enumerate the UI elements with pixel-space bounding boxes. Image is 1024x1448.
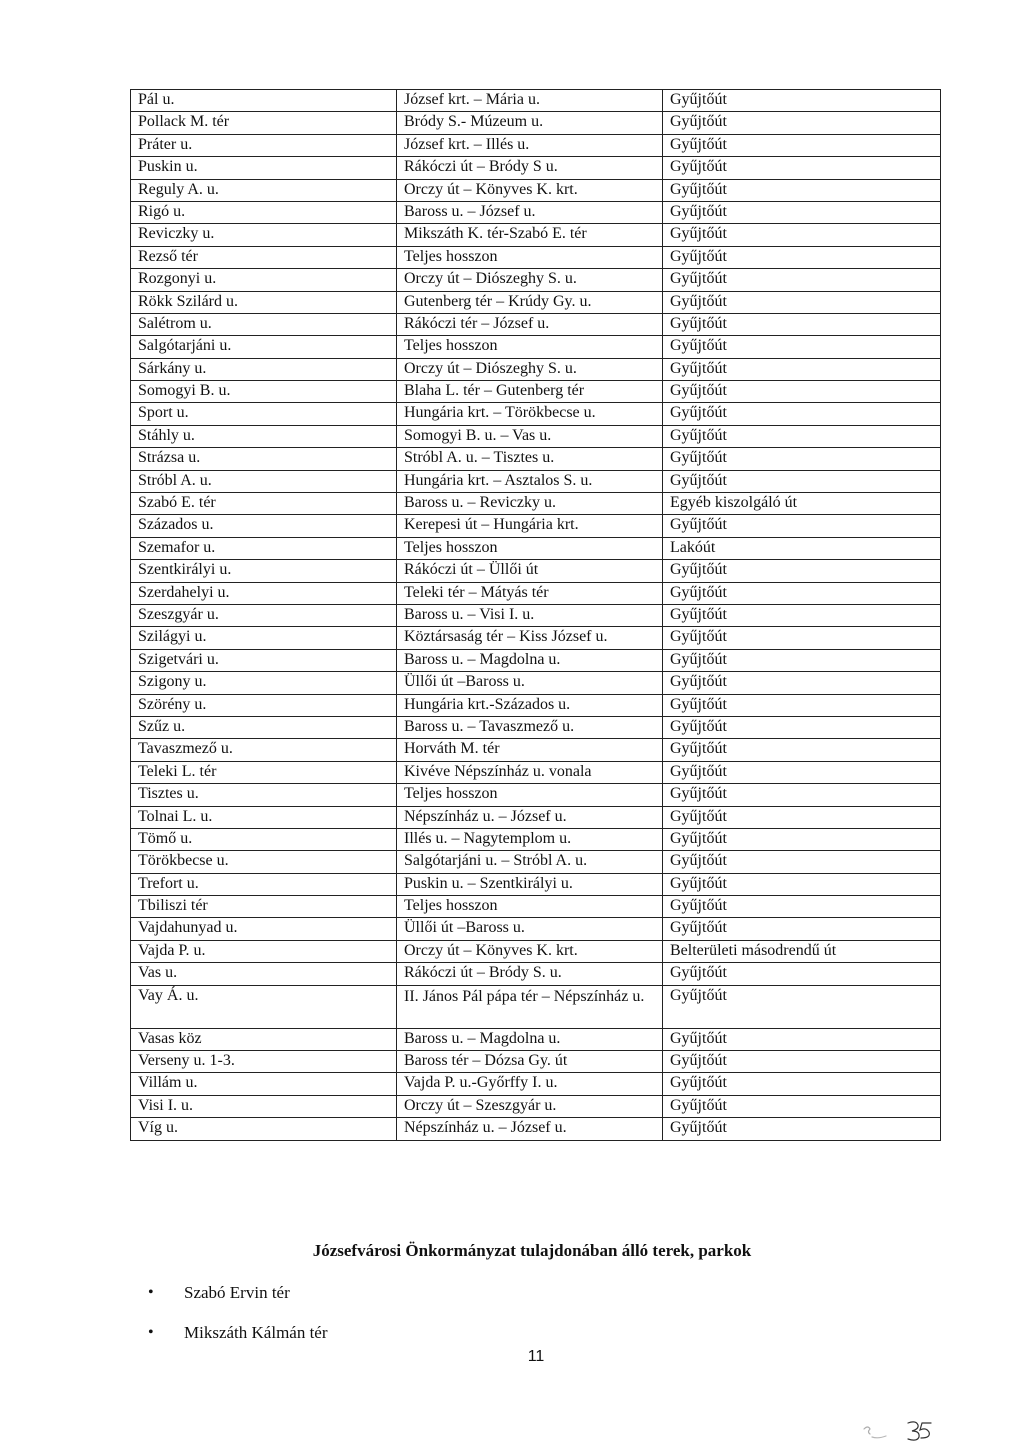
section-cell: Hungária krt. – Törökbecse u. xyxy=(397,403,663,425)
street-name-cell: Salétrom u. xyxy=(131,313,397,335)
street-classification-table xyxy=(130,89,941,1141)
road-type-cell: Gyűjtőút xyxy=(663,1095,941,1117)
street-name-cell: Szeszgyár u. xyxy=(131,604,397,626)
street-name-cell: Szerdahelyi u. xyxy=(131,582,397,604)
road-type-cell: Gyűjtőút xyxy=(663,179,941,201)
street-name-cell: Szabó E. tér xyxy=(131,493,397,515)
section-cell: Mikszáth K. tér-Szabó E. tér xyxy=(397,224,663,246)
section-cell: Gutenberg tér – Krúdy Gy. u. xyxy=(397,291,663,313)
road-type-cell: Gyűjtőút xyxy=(663,873,941,895)
table-row xyxy=(131,134,941,156)
street-name-cell: Rozgonyi u. xyxy=(131,269,397,291)
street-name-cell: Vasas köz xyxy=(131,1028,397,1050)
section-cell: Baross u. – József u. xyxy=(397,201,663,223)
road-type-cell: Gyűjtőút xyxy=(663,1118,941,1140)
section-cell: Teljes hosszon xyxy=(397,537,663,559)
table-row xyxy=(131,291,941,313)
road-type-cell: Gyűjtőút xyxy=(663,806,941,828)
street-name-cell: Rökk Szilárd u. xyxy=(131,291,397,313)
table-row xyxy=(131,806,941,828)
section-cell: Rákóczi út – Bródy S u. xyxy=(397,157,663,179)
table-row xyxy=(131,313,941,335)
section-cell: Teljes hosszon xyxy=(397,784,663,806)
road-type-cell: Gyűjtőút xyxy=(663,515,941,537)
table-row xyxy=(131,269,941,291)
table-row xyxy=(131,940,941,962)
street-name-cell: Víg u. xyxy=(131,1118,397,1140)
park-name: Mikszáth Kálmán tér xyxy=(184,1323,328,1342)
section-cell: Üllői út –Baross u. xyxy=(397,672,663,694)
street-name-cell: Szemafor u. xyxy=(131,537,397,559)
table-row xyxy=(131,761,941,783)
street-name-cell: Verseny u. 1-3. xyxy=(131,1051,397,1073)
section-cell: Köztársaság tér – Kiss József u. xyxy=(397,627,663,649)
section-cell: Stróbl A. u. – Tisztes u. xyxy=(397,448,663,470)
table-row xyxy=(131,649,941,671)
street-name-cell: Vay Á. u. xyxy=(131,985,397,1028)
road-type-cell: Gyűjtőút xyxy=(663,739,941,761)
street-name-cell: Reguly A. u. xyxy=(131,179,397,201)
section-cell: Baross u. – Reviczky u. xyxy=(397,493,663,515)
section-cell: Orczy út – Könyves K. krt. xyxy=(397,940,663,962)
bullet-icon: • xyxy=(148,1324,154,1341)
street-name-cell: Törökbecse u. xyxy=(131,851,397,873)
section-cell: Blaha L. tér – Gutenberg tér xyxy=(397,381,663,403)
road-type-cell: Gyűjtőút xyxy=(663,381,941,403)
road-type-cell: Gyűjtőút xyxy=(663,313,941,335)
street-name-cell: Pál u. xyxy=(131,90,397,112)
park-name: Szabó Ervin tér xyxy=(184,1283,290,1302)
table-row xyxy=(131,493,941,515)
street-name-cell: Tavaszmező u. xyxy=(131,739,397,761)
table-row xyxy=(131,179,941,201)
table-row xyxy=(131,157,941,179)
street-name-cell: Tolnai L. u. xyxy=(131,806,397,828)
table-row xyxy=(131,537,941,559)
road-type-cell: Gyűjtőút xyxy=(663,672,941,694)
section-cell: Kerepesi út – Hungária krt. xyxy=(397,515,663,537)
street-name-cell: Százados u. xyxy=(131,515,397,537)
street-name-cell: Sárkány u. xyxy=(131,358,397,380)
table-row xyxy=(131,694,941,716)
section-cell: Népszínház u. – József u. xyxy=(397,1118,663,1140)
table-row xyxy=(131,1073,941,1095)
table-row xyxy=(131,716,941,738)
table-row xyxy=(131,896,941,918)
street-name-cell: Visi I. u. xyxy=(131,1095,397,1117)
street-name-cell: Vajdahunyad u. xyxy=(131,918,397,940)
table-row xyxy=(131,851,941,873)
road-type-cell: Gyűjtőút xyxy=(663,963,941,985)
street-name-cell: Puskin u. xyxy=(131,157,397,179)
street-name-cell: Sport u. xyxy=(131,403,397,425)
street-name-cell: Práter u. xyxy=(131,134,397,156)
table-row xyxy=(131,90,941,112)
section-cell: József krt. – Mária u. xyxy=(397,90,663,112)
street-name-cell: Rezső tér xyxy=(131,246,397,268)
table-row xyxy=(131,403,941,425)
road-type-cell: Gyűjtőút xyxy=(663,1073,941,1095)
section-cell: Hungária krt. – Asztalos S. u. xyxy=(397,470,663,492)
road-type-cell: Gyűjtőút xyxy=(663,448,941,470)
street-name-cell: Villám u. xyxy=(131,1073,397,1095)
road-type-cell: Gyűjtőút xyxy=(663,157,941,179)
section-cell: Illés u. – Nagytemplom u. xyxy=(397,828,663,850)
section-cell: Baross u. – Magdolna u. xyxy=(397,649,663,671)
table-row xyxy=(131,560,941,582)
page-number: 11 xyxy=(527,1348,545,1365)
street-name-cell: Szörény u. xyxy=(131,694,397,716)
road-type-cell: Gyűjtőút xyxy=(663,1051,941,1073)
street-name-cell: Somogyi B. u. xyxy=(131,381,397,403)
section-cell: Rákóczi út – Bródy S. u. xyxy=(397,963,663,985)
street-name-cell: Tbiliszi tér xyxy=(131,896,397,918)
section-cell: Hungária krt.-Százados u. xyxy=(397,694,663,716)
road-type-cell: Gyűjtőút xyxy=(663,560,941,582)
street-name-cell: Szigetvári u. xyxy=(131,649,397,671)
road-type-cell: Gyűjtőút xyxy=(663,470,941,492)
table-row xyxy=(131,448,941,470)
street-name-cell: Tömő u. xyxy=(131,828,397,850)
section-cell: Somogyi B. u. – Vas u. xyxy=(397,425,663,447)
street-name-cell: Szűz u. xyxy=(131,716,397,738)
table-row xyxy=(131,358,941,380)
list-item xyxy=(148,1282,328,1322)
table-row xyxy=(131,918,941,940)
road-type-cell: Gyűjtőút xyxy=(663,403,941,425)
section-cell: József krt. – Illés u. xyxy=(397,134,663,156)
road-type-cell: Gyűjtőút xyxy=(663,246,941,268)
table-row xyxy=(131,1095,941,1117)
road-type-cell: Gyűjtőút xyxy=(663,896,941,918)
road-type-cell: Gyűjtőút xyxy=(663,90,941,112)
section-cell: Teljes hosszon xyxy=(397,896,663,918)
section-cell: II. János Pál pápa tér – Népszínház u. xyxy=(397,985,663,1028)
road-type-cell: Gyűjtőút xyxy=(663,582,941,604)
section-cell: Népszínház u. – József u. xyxy=(397,806,663,828)
section-cell: Orczy út – Diószeghy S. u. xyxy=(397,358,663,380)
road-type-cell: Gyűjtőút xyxy=(663,716,941,738)
section-cell: Horváth M. tér xyxy=(397,739,663,761)
road-type-cell: Gyűjtőút xyxy=(663,784,941,806)
section-cell: Orczy út – Diószeghy S. u. xyxy=(397,269,663,291)
table-row xyxy=(131,201,941,223)
table-body xyxy=(131,90,941,1141)
street-name-cell: Stróbl A. u. xyxy=(131,470,397,492)
street-name-cell: Vajda P. u. xyxy=(131,940,397,962)
street-name-cell: Rigó u. xyxy=(131,201,397,223)
table-row xyxy=(131,963,941,985)
section-cell: Salgótarjáni u. – Stróbl A. u. xyxy=(397,851,663,873)
road-type-cell: Gyűjtőút xyxy=(663,358,941,380)
section-cell: Rákóczi út – Üllői út xyxy=(397,560,663,582)
road-type-cell: Lakóút xyxy=(663,537,941,559)
road-type-cell: Egyéb kiszolgáló út xyxy=(663,493,941,515)
table-row xyxy=(131,604,941,626)
road-type-cell: Gyűjtőút xyxy=(663,336,941,358)
section-cell: Üllői út –Baross u. xyxy=(397,918,663,940)
road-type-cell: Gyűjtőút xyxy=(663,224,941,246)
road-type-cell: Gyűjtőút xyxy=(663,291,941,313)
road-type-cell: Belterületi másodrendű út xyxy=(663,940,941,962)
road-type-cell: Gyűjtőút xyxy=(663,627,941,649)
table-row xyxy=(131,515,941,537)
table-row xyxy=(131,381,941,403)
road-type-cell: Gyűjtőút xyxy=(663,1028,941,1050)
road-type-cell: Gyűjtőút xyxy=(663,112,941,134)
street-name-cell: Teleki L. tér xyxy=(131,761,397,783)
road-type-cell: Gyűjtőút xyxy=(663,694,941,716)
section-cell: Baross u. – Visi I. u. xyxy=(397,604,663,626)
table-row xyxy=(131,873,941,895)
road-type-cell: Gyűjtőút xyxy=(663,134,941,156)
street-name-cell: Szilágyi u. xyxy=(131,627,397,649)
table-row xyxy=(131,1051,941,1073)
street-name-cell: Szentkirályi u. xyxy=(131,560,397,582)
handwritten-page-mark xyxy=(860,1415,940,1445)
street-name-cell: Tisztes u. xyxy=(131,784,397,806)
section-cell: Baross tér – Dózsa Gy. út xyxy=(397,1051,663,1073)
section-heading: Józsefvárosi Önkormányzat tulajdonában álló terek, parkok xyxy=(312,1241,752,1260)
road-type-cell: Gyűjtőút xyxy=(663,604,941,626)
table-row xyxy=(131,246,941,268)
section-cell: Teljes hosszon xyxy=(397,336,663,358)
street-name-cell: Szigony u. xyxy=(131,672,397,694)
table-row xyxy=(131,425,941,447)
road-type-cell: Gyűjtőút xyxy=(663,269,941,291)
table-row xyxy=(131,672,941,694)
street-name-cell: Strázsa u. xyxy=(131,448,397,470)
table-row xyxy=(131,985,941,1028)
street-name-cell: Vas u. xyxy=(131,963,397,985)
section-cell: Teljes hosszon xyxy=(397,246,663,268)
road-type-cell: Gyűjtőút xyxy=(663,918,941,940)
section-cell: Orczy út – Szeszgyár u. xyxy=(397,1095,663,1117)
table-row xyxy=(131,112,941,134)
table-row xyxy=(131,224,941,246)
road-type-cell: Gyűjtőút xyxy=(663,828,941,850)
section-cell: Kivéve Népszínház u. vonala xyxy=(397,761,663,783)
street-name-cell: Stáhly u. xyxy=(131,425,397,447)
section-cell: Vajda P. u.-Győrffy I. u. xyxy=(397,1073,663,1095)
section-cell: Baross u. – Tavaszmező u. xyxy=(397,716,663,738)
street-name-cell: Reviczky u. xyxy=(131,224,397,246)
road-type-cell: Gyűjtőút xyxy=(663,985,941,1028)
road-type-cell: Gyűjtőút xyxy=(663,425,941,447)
road-type-cell: Gyűjtőút xyxy=(663,649,941,671)
section-cell: Puskin u. – Szentkirályi u. xyxy=(397,873,663,895)
road-type-cell: Gyűjtőút xyxy=(663,761,941,783)
table-row xyxy=(131,582,941,604)
street-name-cell: Salgótarjáni u. xyxy=(131,336,397,358)
section-cell: Rákóczi tér – József u. xyxy=(397,313,663,335)
table-row xyxy=(131,739,941,761)
road-type-cell: Gyűjtőút xyxy=(663,851,941,873)
table-row xyxy=(131,828,941,850)
section-cell: Teleki tér – Mátyás tér xyxy=(397,582,663,604)
table-row xyxy=(131,470,941,492)
street-name-cell: Trefort u. xyxy=(131,873,397,895)
table-row xyxy=(131,784,941,806)
road-type-cell: Gyűjtőút xyxy=(663,201,941,223)
section-cell: Baross u. – Magdolna u. xyxy=(397,1028,663,1050)
table-row xyxy=(131,1028,941,1050)
section-cell: Bródy S.- Múzeum u. xyxy=(397,112,663,134)
section-cell: Orczy út – Könyves K. krt. xyxy=(397,179,663,201)
table-row xyxy=(131,1118,941,1140)
table-row xyxy=(131,336,941,358)
bullet-icon: • xyxy=(148,1284,154,1301)
street-name-cell: Pollack M. tér xyxy=(131,112,397,134)
table-row xyxy=(131,627,941,649)
